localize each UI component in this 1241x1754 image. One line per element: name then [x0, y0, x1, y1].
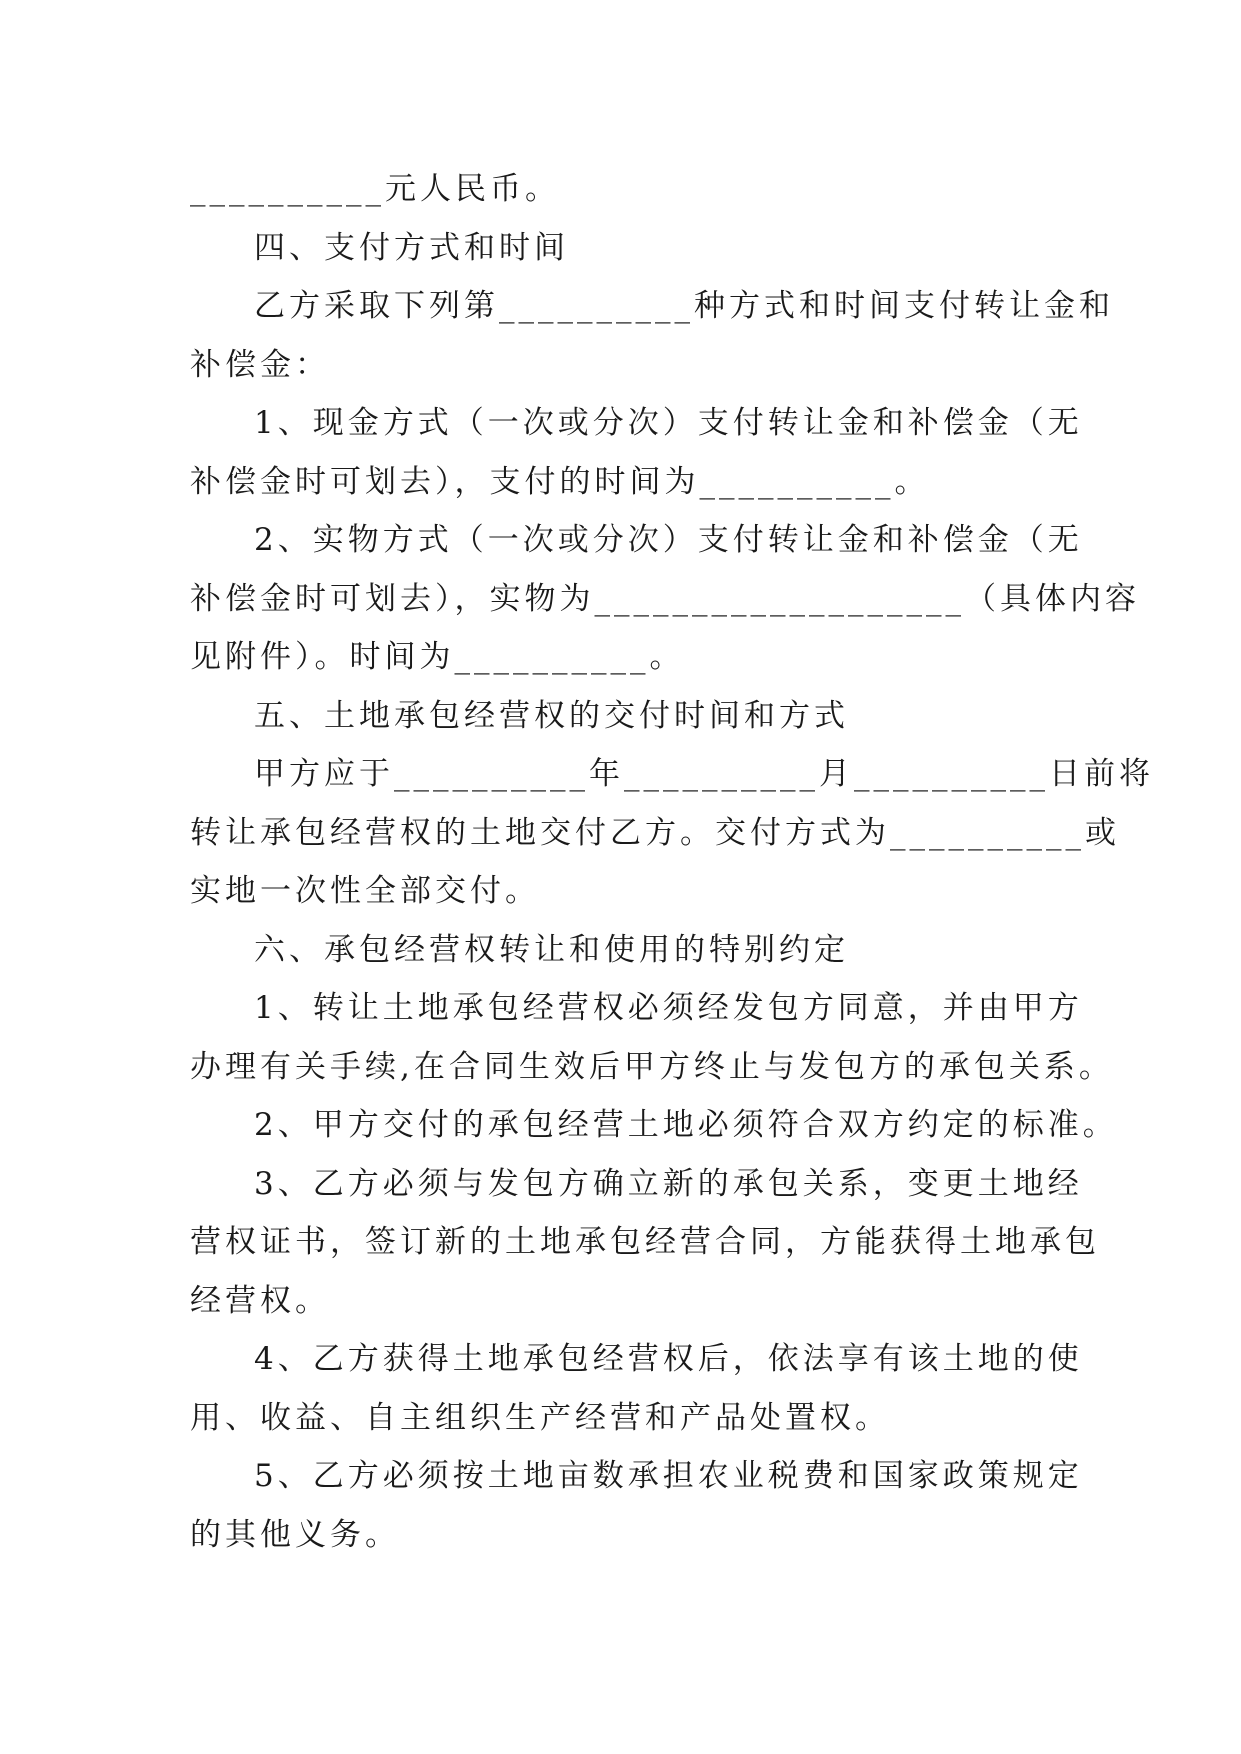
text-line: 4、乙方获得土地承包经营权后，依法享有该土地的使	[254, 1341, 1083, 1377]
text-line: 办理有关手续,在合同生效后甲方终止与发包方的承包关系。	[190, 1048, 1114, 1085]
text-line: 实地一次性全部交付。	[190, 873, 540, 909]
text-line: 营权证书，签订新的土地承包经营合同，方能获得土地承包	[190, 1224, 1100, 1260]
text-line: 见附件）。时间为__________。	[190, 639, 685, 675]
text-line: 5、乙方必须按土地亩数承担农业税费和国家政策规定	[254, 1458, 1083, 1494]
text-line: 补偿金时可划去），支付的时间为__________。	[190, 463, 930, 500]
text-line: 经营权。	[190, 1282, 330, 1319]
text-line: 补偿金：	[190, 346, 330, 383]
text-line: 乙方采取下列第__________种方式和时间支付转让金和	[254, 288, 1114, 324]
text-line: 2、甲方交付的承包经营土地必须符合双方约定的标准。	[254, 1107, 1118, 1143]
text-line: __________元人民币。	[190, 171, 560, 207]
text-line: 1、转让土地承包经营权必须经发包方同意，并由甲方	[254, 990, 1083, 1026]
text-line: 甲方应于__________年__________月__________日前将	[254, 756, 1154, 792]
section-heading-delivery: 五、土地承包经营权的交付时间和方式	[254, 697, 849, 734]
text-line: 3、乙方必须与发包方确立新的承包关系，变更土地经	[254, 1165, 1083, 1202]
text-line: 的其他义务。	[190, 1516, 400, 1553]
text-line: 1、现金方式（一次或分次）支付转让金和补偿金（无	[254, 405, 1083, 441]
document-body	[190, 160, 1154, 1564]
text-line: 转让承包经营权的土地交付乙方。交付方式为__________或	[190, 814, 1120, 851]
text-line: 补偿金时可划去），实物为___________________（具体内容	[190, 580, 1140, 617]
text-line: 用、收益、自主组织生产经营和产品处置权。	[190, 1399, 890, 1436]
text-line: 2、实物方式（一次或分次）支付转让金和补偿金（无	[254, 522, 1083, 558]
section-heading-special-terms: 六、承包经营权转让和使用的特别约定	[254, 931, 849, 968]
section-heading-payment: 四、支付方式和时间	[254, 229, 569, 266]
